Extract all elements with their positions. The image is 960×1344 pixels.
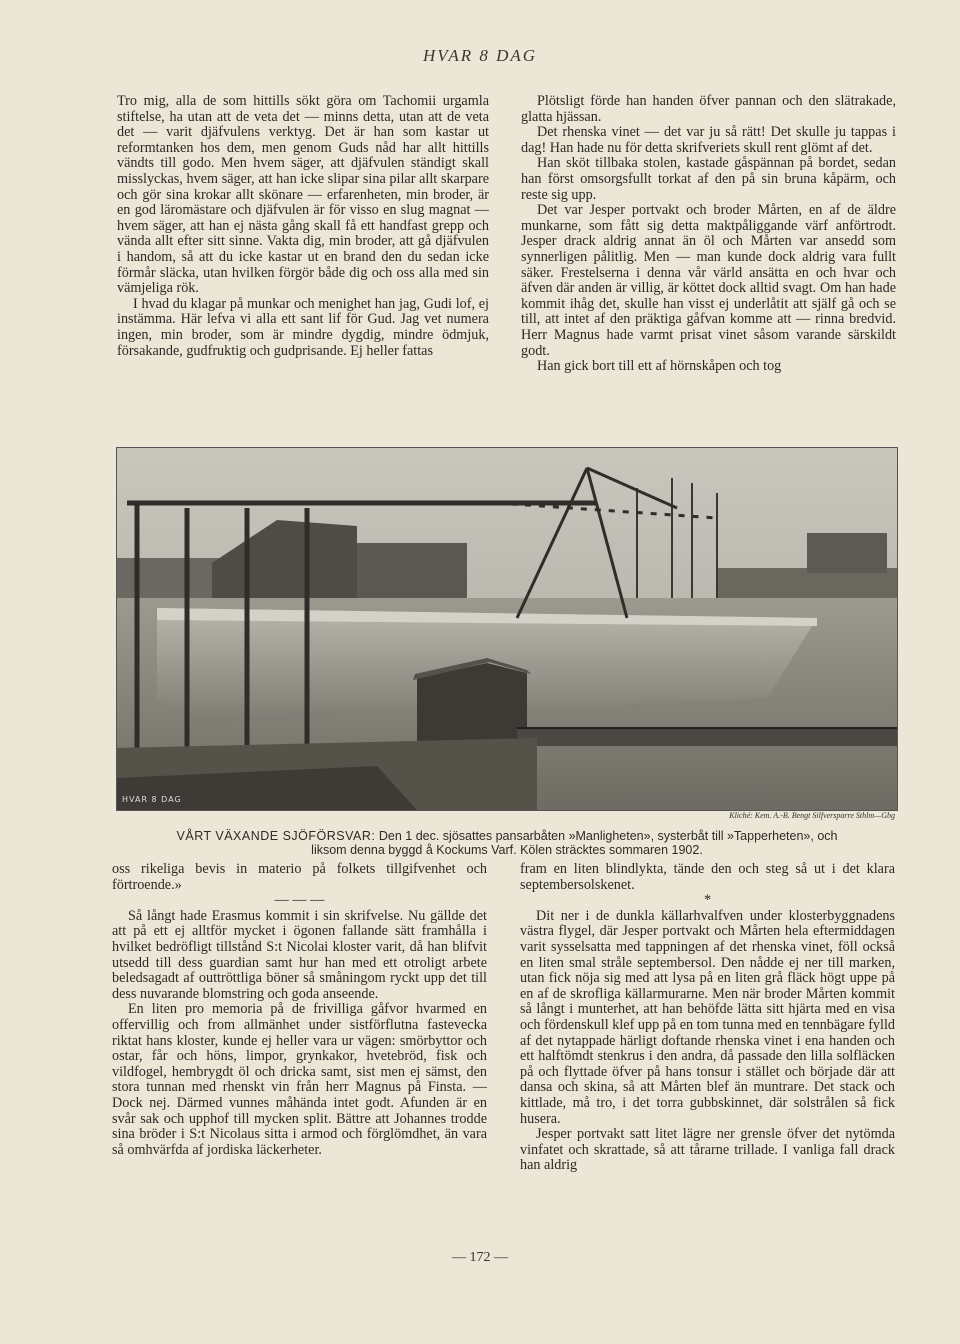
caption-text: Den 1 dec. sjösattes pansarbåten »Manligheten», systerbåt till »Tapperheten», och [378, 829, 838, 843]
photo-illustration [117, 448, 897, 810]
paragraph: oss rikeliga bevis in materio på folkets tillgifvenhet och förtroende.» [112, 861, 487, 893]
running-head: HVAR 8 DAG [422, 46, 538, 65]
paragraph: Det rhenska vinet — det var ju så rätt! Det skulle ju tappas i dag! Han hade nu för detta skrifveriets skull rent glömt af det. [521, 124, 896, 156]
paragraph: En liten pro memoria på de frivilliga gåfvor hvarmed en offervillig och from allmänhet under sistförflutna fastevecka riktat hans kloster, kunde ej heller vara ur vägen: smörbyttor och ostar, får och höns, limpor, grynkakor, hvetebröd, fisk och vildfogel, hembrygdt öl och dricka samt, sist men ej sämst, den stora tunnan med rhenskt vin från herr Magnus på Finsta. — Dock nej. Därmed vunnes måhända intet godt. Afunden är en svår sak och upphof till mycken split. Bättre att Johannes trodde sina bröder i S:t Nicolaus sitta i armod och förglömdhet, än vara så omhvärfda af jordiska läckerheter. [112, 1001, 487, 1158]
paragraph: fram en liten blindlykta, tände den och steg så ut i det klara septembersolskenet. [520, 861, 895, 893]
paragraph: Han gick bort till ett af hörnskåpen och tog [537, 358, 782, 375]
caption-lead: VÅRT VÄXANDE SJÖFÖRSVAR: [176, 829, 376, 843]
column-top-left [117, 94, 489, 359]
photo-caption [118, 829, 896, 857]
section-break: * [703, 892, 712, 909]
column-bottom-right [520, 862, 895, 1174]
column-top-right [521, 94, 896, 375]
paragraph: Så långt hade Erasmus kommit i sin skrifvelse. Nu gällde det att på ett ej alltför mycket i ögonen fallande sätt framhålla i hvilket bedröfligt tillstånd S:t Nicolai kloster varit, då han blifvit utsedd till dess guardian samt hur han med ett otroligt arbete beledsagadt af outtröttliga böner så småningom ryckt upp det till dess nuvarande blomstring och goda anseende. [112, 907, 487, 1002]
photo-watermark: HVAR 8 DAG [122, 795, 182, 804]
column-bottom-left [112, 862, 487, 1158]
paragraph: Det var Jesper portvakt och broder Mårten, en af de äldre munkarne, som fått sig detta maktpåliggande värf anförtrodt. Jesper drack aldrig annat än öl och Mårten var ansedd som synnerligen pålitlig. Men — man kunde dock aldrig vara fullt säker. Frestelserna i denna vår värld ansätta en och hvar och äfven där anden är villig, är köttet dock alltid svagt. Om han hade kommit ihåg det, skulle han visst ej underlåtit att själf gå och se till, att intet af den präktiga gåfvan komme att — rinna bredvid. Herr Magnus hade varmt prisat vinet såsom varande särskildt godt. [521, 202, 896, 359]
caption-line-1 [118, 829, 896, 843]
caption-line-2: liksom denna byggd å Kockums Varf. Kölen sträcktes sommaren 1902. [311, 843, 703, 857]
photo-credit: Kliché: Kem. A.-B. Bengt Silfversparre Sthlm—Gbg [729, 811, 895, 820]
paragraph: Han sköt tillbaka stolen, kastade gåspännan på bordet, sedan han först omsorgsfullt torkat af den på sin bruna kåpärm, och reste sig upp. [521, 155, 896, 203]
page-number: — 172 — [452, 1250, 508, 1265]
paragraph: Plötsligt förde han handen öfver pannan och den slätrakade, glatta hjässan. [521, 93, 896, 125]
paragraph: I hvad du klagar på munkar och menighet han jag, Gudi lof, ej instämma. Här lefva vi alla ett sant lif för Gud. Jag vet numera ingen, min broder, som är mindre dygdig, mindre ödmjuk, försakande, gudfruktig och gudprisande. Ej heller fattas [117, 295, 489, 359]
paragraph: Tro mig, alla de som hittills sökt göra om Tachomii urgamla stiftelse, ha utan att de veta det — minns detta, utan att de veta det — varit djäfvulens verktyg. Det är han som kastar ut reformtanken hos dem, men genom Guds nåd har allt hittills vändts till godo. Men hvem säger, att djäfvulen ständigt skall misslyckas, hvem säger, att han icke slipar sina pilar allt skarpare och gör sina krokar allt skönare — erfarenheten, min broder, är en god läromästare och djäfvulen är för visso en slug magnat — hvem säger, att han ej nästa gång skall få ett handfast grepp och vända allt efter sitt sinne. Vakta dig, min broder, att gå djäfvulen i handom, så att du icke kastar ut en brand den du sedan icke förmår släcka, utan hvilken förgör både dig och oss alla med sin vämjeliga rök. [117, 93, 489, 297]
paragraph: Jesper portvakt satt litet lägre ner grensle öfver det nytömda vinfatet och skrattade, så att tårarne trillade. I vanliga fall drack han aldrig [520, 1126, 895, 1174]
ship-launch-photo [116, 447, 898, 811]
section-break: — — — [274, 892, 325, 909]
paragraph: Dit ner i de dunkla källarhvalfven under klosterbyggnadens västra flygel, där Jesper portvakt och Mårten hela eftermiddagen varit sysselsatta med tappningen af det rhenska vinet, föll också en liten smal stråle septembersol. Den nådde ej ner till marken, utan fick nöja sig med att lysa på en liten grå fläck högt uppe på en af de skrofliga källarmurarne. Men när broder Mårten kommit så långt i munterhet, att han behöfde lätta sitt hjärta med en visa och fördenskull klef upp på en tom tunna med en tennbägare fylld af det nytappade härligt doftande rhenska vinet i ena handen och ett halftömdt stenkrus i den andra, då passade den lilla solfläcken på och flyttade öfver på hans tonsur i stället och började där att dansa och skina, så att Mårten blef än muntrare. Det stack och kittlade, må tro, i det torra gubbskinnet, där solstrålen så fick husera. [520, 907, 895, 1127]
